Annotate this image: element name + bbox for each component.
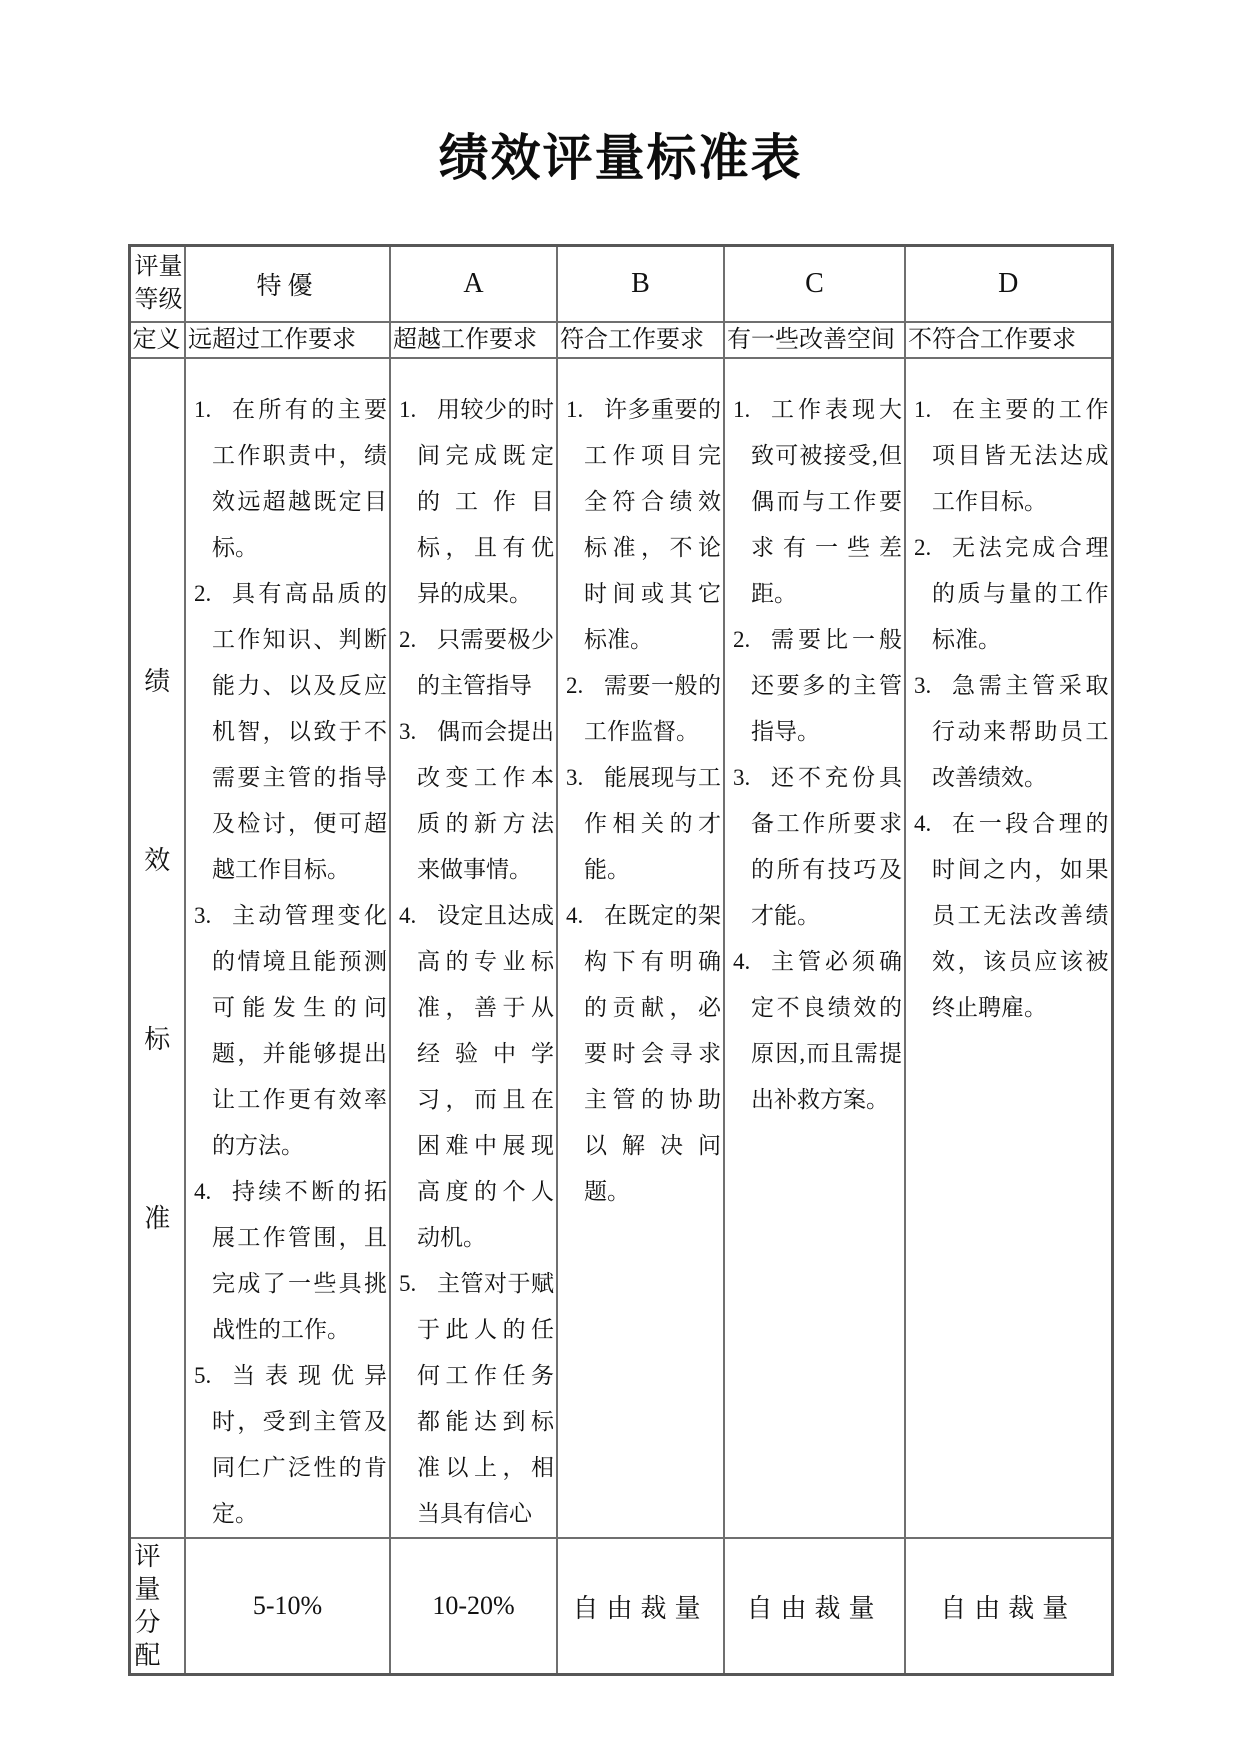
level-header-c: C [724, 246, 905, 323]
criteria-item [393, 387, 554, 617]
criteria-item [393, 1261, 554, 1537]
allocation-label-line1: 评量 [134, 1542, 161, 1604]
item-number: 2. [566, 673, 584, 698]
criteria-item [188, 893, 387, 1169]
definition-cell-teyou: 远超过工作要求 [185, 322, 390, 358]
criteria-item [188, 1169, 387, 1353]
criteria-item [560, 893, 721, 1215]
level-header-d: D [905, 246, 1112, 323]
item-text: 许多重要的工作项目完全符合绩效标准，不论时间或其它标准。 [584, 397, 721, 652]
item-text: 能展现与工作相关的才能。 [584, 765, 721, 882]
item-text: 具有高品质的工作知识、判断能力、以及反应机智，以致于不需要主管的指导及检讨，便可超越工作目标。 [212, 581, 387, 882]
item-text: 设定且达成高的专业标准，善于从经验中学习，而且在困难中展现高度的个人动机。 [417, 903, 554, 1250]
criteria-item [908, 525, 1109, 663]
item-number: 3. [566, 765, 584, 790]
corner-cell [129, 246, 185, 323]
item-text: 无法完成合理的质与量的工作标准。 [932, 535, 1109, 652]
item-text: 还不充份具备工作所要求的所有技巧及才能。 [751, 765, 902, 928]
item-number: 1. [914, 397, 932, 422]
axis-char: 标 [144, 1025, 171, 1054]
item-text: 主管必须确定不良绩效的原因,而且需提出补救方案。 [751, 949, 902, 1112]
criteria-item [727, 755, 902, 939]
item-number: 1. [733, 397, 751, 422]
criteria-cell-a [390, 358, 557, 1538]
item-text: 在所有的主要工作职责中，绩效远超越既定目标。 [212, 397, 387, 560]
item-text: 需要比一般还要多的主管指导。 [751, 627, 902, 744]
item-number: 3. [399, 719, 417, 744]
criteria-item [393, 617, 554, 709]
criteria-item [908, 801, 1109, 1031]
criteria-item [188, 571, 387, 893]
criteria-item [560, 387, 721, 663]
evaluation-table [128, 244, 1114, 1676]
item-number: 1. [566, 397, 584, 422]
item-number: 5. [399, 1271, 417, 1296]
axis-char: 准 [144, 1204, 171, 1233]
criteria-cell-teyou [185, 358, 390, 1538]
allocation-label [129, 1538, 185, 1675]
allocation-label-line2: 分配 [134, 1608, 161, 1670]
item-text: 用较少的时间完成既定的工作目标，且有优异的成果。 [417, 397, 554, 606]
item-number: 4. [914, 811, 932, 836]
allocation-cell-b: 自由裁量 [557, 1538, 724, 1675]
item-number: 1. [194, 397, 212, 422]
definition-cell-c: 有一些改善空间 [724, 322, 905, 358]
item-text: 只需要极少的主管指导 [417, 627, 554, 698]
axis-char: 效 [144, 846, 171, 875]
criteria-cell-b [557, 358, 724, 1538]
criteria-item [560, 755, 721, 893]
item-number: 4. [566, 903, 584, 928]
level-header-teyou: 特優 [185, 246, 390, 323]
item-text: 工作表现大致可被接受,但偶而与工作要求有一些差距。 [751, 397, 902, 606]
item-number: 3. [914, 673, 932, 698]
axis-char: 绩 [144, 667, 171, 696]
definition-cell-b: 符合工作要求 [557, 322, 724, 358]
criteria-item [908, 387, 1109, 525]
definition-label: 定义 [129, 322, 185, 358]
definition-cell-a: 超越工作要求 [390, 322, 557, 358]
item-number: 4. [194, 1179, 212, 1204]
item-number: 3. [733, 765, 751, 790]
item-text: 在既定的架构下有明确的贡献，必要时会寻求主管的协助以解决问题。 [584, 903, 721, 1204]
allocation-cell-teyou: 5-10% [185, 1538, 390, 1675]
definition-cell-d: 不符合工作要求 [905, 322, 1112, 358]
criteria-item [727, 387, 902, 617]
item-number: 4. [733, 949, 751, 974]
level-header-b: B [557, 246, 724, 323]
item-text: 在主要的工作项目皆无法达成工作目标。 [932, 397, 1109, 514]
item-text: 偶而会提出改变工作本质的新方法来做事情。 [417, 719, 554, 882]
item-number: 2. [733, 627, 751, 652]
item-number: 2. [914, 535, 932, 560]
item-text: 主管对于赋于此人的任何工作任务都能达到标准以上，相当具有信心 [417, 1271, 554, 1526]
item-text: 主动管理变化的情境且能预测可能发生的问题，并能够提出让工作更有效率的方法。 [212, 903, 387, 1158]
corner-label-line1: 评量 [134, 254, 183, 280]
item-text: 需要一般的工作监督。 [584, 673, 721, 744]
item-text: 持续不断的拓展工作管围，且完成了一些具挑战性的工作。 [212, 1179, 387, 1342]
criteria-item [188, 1353, 387, 1537]
corner-label-line2: 等级 [134, 287, 183, 313]
item-number: 5. [194, 1363, 212, 1388]
allocation-cell-a: 10-20% [390, 1538, 557, 1675]
item-text: 在一段合理的时间之内，如果员工无法改善绩效，该员应该被终止聘雇。 [932, 811, 1109, 1020]
item-text: 急需主管采取行动来帮助员工改善绩效。 [932, 673, 1109, 790]
header-row [129, 246, 1112, 323]
criteria-item [188, 387, 387, 571]
criteria-item [908, 663, 1109, 801]
criteria-cell-d [905, 358, 1112, 1538]
criteria-item [727, 617, 902, 755]
item-number: 3. [194, 903, 212, 928]
criteria-axis-label [129, 358, 185, 1538]
criteria-axis-chars [132, 661, 184, 1235]
item-text: 当表现优异时，受到主管及同仁广泛性的肯定。 [212, 1363, 387, 1526]
allocation-cell-c: 自由裁量 [724, 1538, 905, 1675]
criteria-item [727, 939, 902, 1123]
page-title: 绩效评量标准表 [438, 130, 803, 186]
criteria-cell-c [724, 358, 905, 1538]
level-header-a: A [390, 246, 557, 323]
criteria-row [129, 358, 1112, 1538]
item-number: 1. [399, 397, 417, 422]
definition-row [129, 322, 1112, 358]
criteria-item [393, 893, 554, 1261]
allocation-cell-d: 自由裁量 [905, 1538, 1112, 1675]
criteria-item [560, 663, 721, 755]
criteria-item [393, 709, 554, 893]
item-number: 2. [194, 581, 212, 606]
item-number: 4. [399, 903, 417, 928]
item-number: 2. [399, 627, 417, 652]
allocation-row [129, 1538, 1112, 1675]
